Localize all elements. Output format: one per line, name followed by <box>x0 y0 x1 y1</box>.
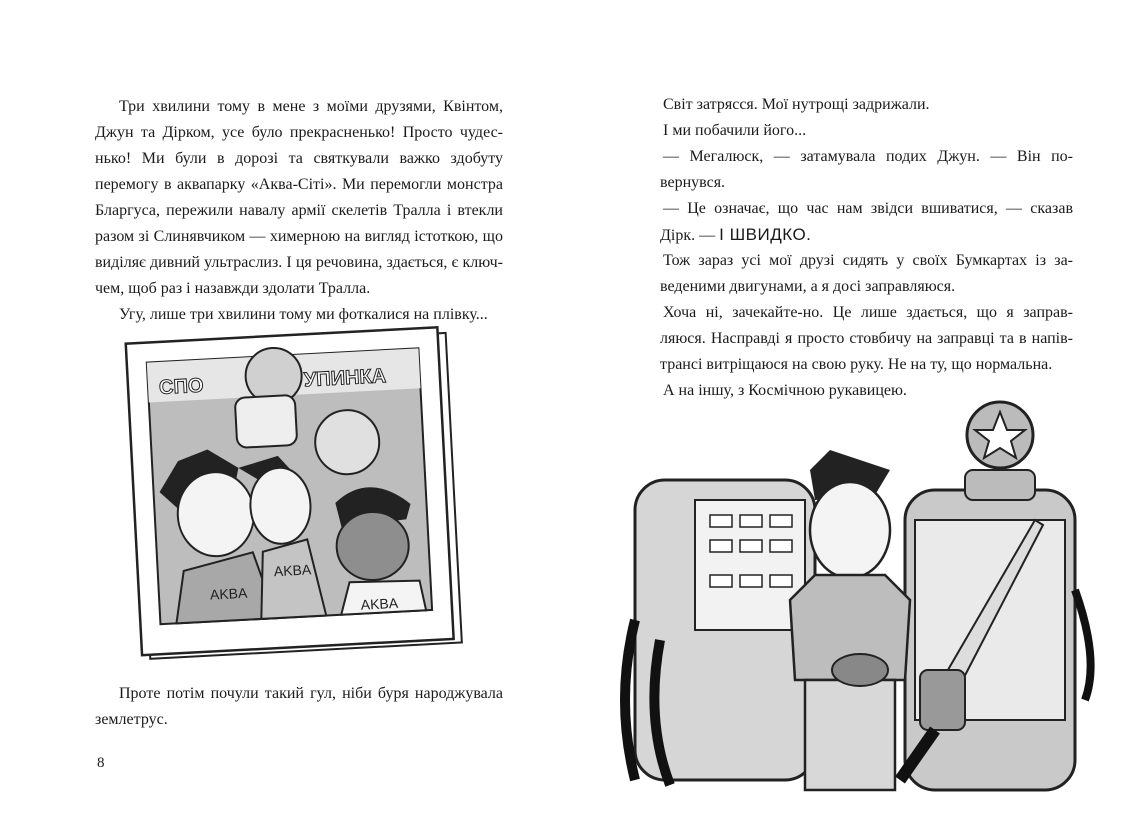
text-line: веденими двигунами, а я досі заправляюся. <box>660 278 956 295</box>
fuel-station-illustration <box>615 400 1105 810</box>
text-line: землетрус. <box>95 711 168 728</box>
text-line: — Це означає, що час нам звідси вшиватися, — сказав <box>663 200 1073 217</box>
shirt-text: AKBA <box>360 594 399 613</box>
text-line <box>660 222 1073 248</box>
text-line: А на іншу, з Космічною рукавицею. <box>663 382 907 399</box>
text-line: — Мегалюск, — затамувала подих Джун. — Він по- <box>663 148 1073 165</box>
text-line: Бларгуса, пережили навалу армії скелетів Тралла і втекли <box>95 202 503 219</box>
left-page-text-top <box>95 94 503 328</box>
shirt-text: AKBA <box>209 584 248 603</box>
shout-text: І ШВИДКО. <box>719 225 812 244</box>
paragraph <box>95 681 503 733</box>
text-line: Хоча ні, зачекайте-но. Це лише здається, що я заправ- <box>663 304 1073 321</box>
text-line: Три хвилини тому в мене з моїми друзями, Квінтом, <box>119 98 503 115</box>
text-line: чем, щоб раз і назавжди здолати Тралла. <box>95 280 371 297</box>
text-line: Тож зараз усі мої друзі сидять у своїх Бумкартах із за- <box>663 252 1073 269</box>
text-line: виділяє дивний ультраслиз. І ця речовина, здається, є ключ- <box>95 254 503 271</box>
page-number: 8 <box>97 755 105 771</box>
right-page-text <box>660 92 1073 404</box>
text-line: Світ затрясся. Мої нутрощі задрижали. <box>663 96 930 113</box>
text-line: І ми побачили його... <box>663 122 807 139</box>
left-page-text-bottom <box>95 681 503 733</box>
sign-text-left: СПО <box>158 374 204 399</box>
text-line: Угу, лише три хвилини тому ми фоткалися на плівку... <box>119 306 488 323</box>
text-line: вернувся. <box>660 174 726 191</box>
text-line: трансі витріщаюся на свою руку. Не на ту, що нормальна. <box>660 356 1053 373</box>
text-line: Проте потім почули такий гул, ніби буря народжувала <box>119 685 503 702</box>
photo-illustration <box>120 325 470 670</box>
paragraph <box>95 94 503 302</box>
text-line: разом зі Слинявчиком — химерною на вигляд істоткою, що <box>95 228 503 245</box>
text-line: нько! Ми були в дорозі та святкували важко здобуту <box>95 150 503 167</box>
text-fragment: Дірк. — <box>660 227 720 244</box>
shirt-text: AKBA <box>273 561 312 580</box>
text-line: ляюся. Насправді я просто стовбичу на заправці та в напів- <box>660 330 1073 347</box>
text-line: Джун та Дірком, усе було прекрасненько! Просто чудес- <box>95 124 503 141</box>
sign-text-right: УПИНКА <box>303 365 387 392</box>
text-line: перемогу в аквапарку «Аква-Сіті». Ми перемогли монстра <box>95 176 503 193</box>
